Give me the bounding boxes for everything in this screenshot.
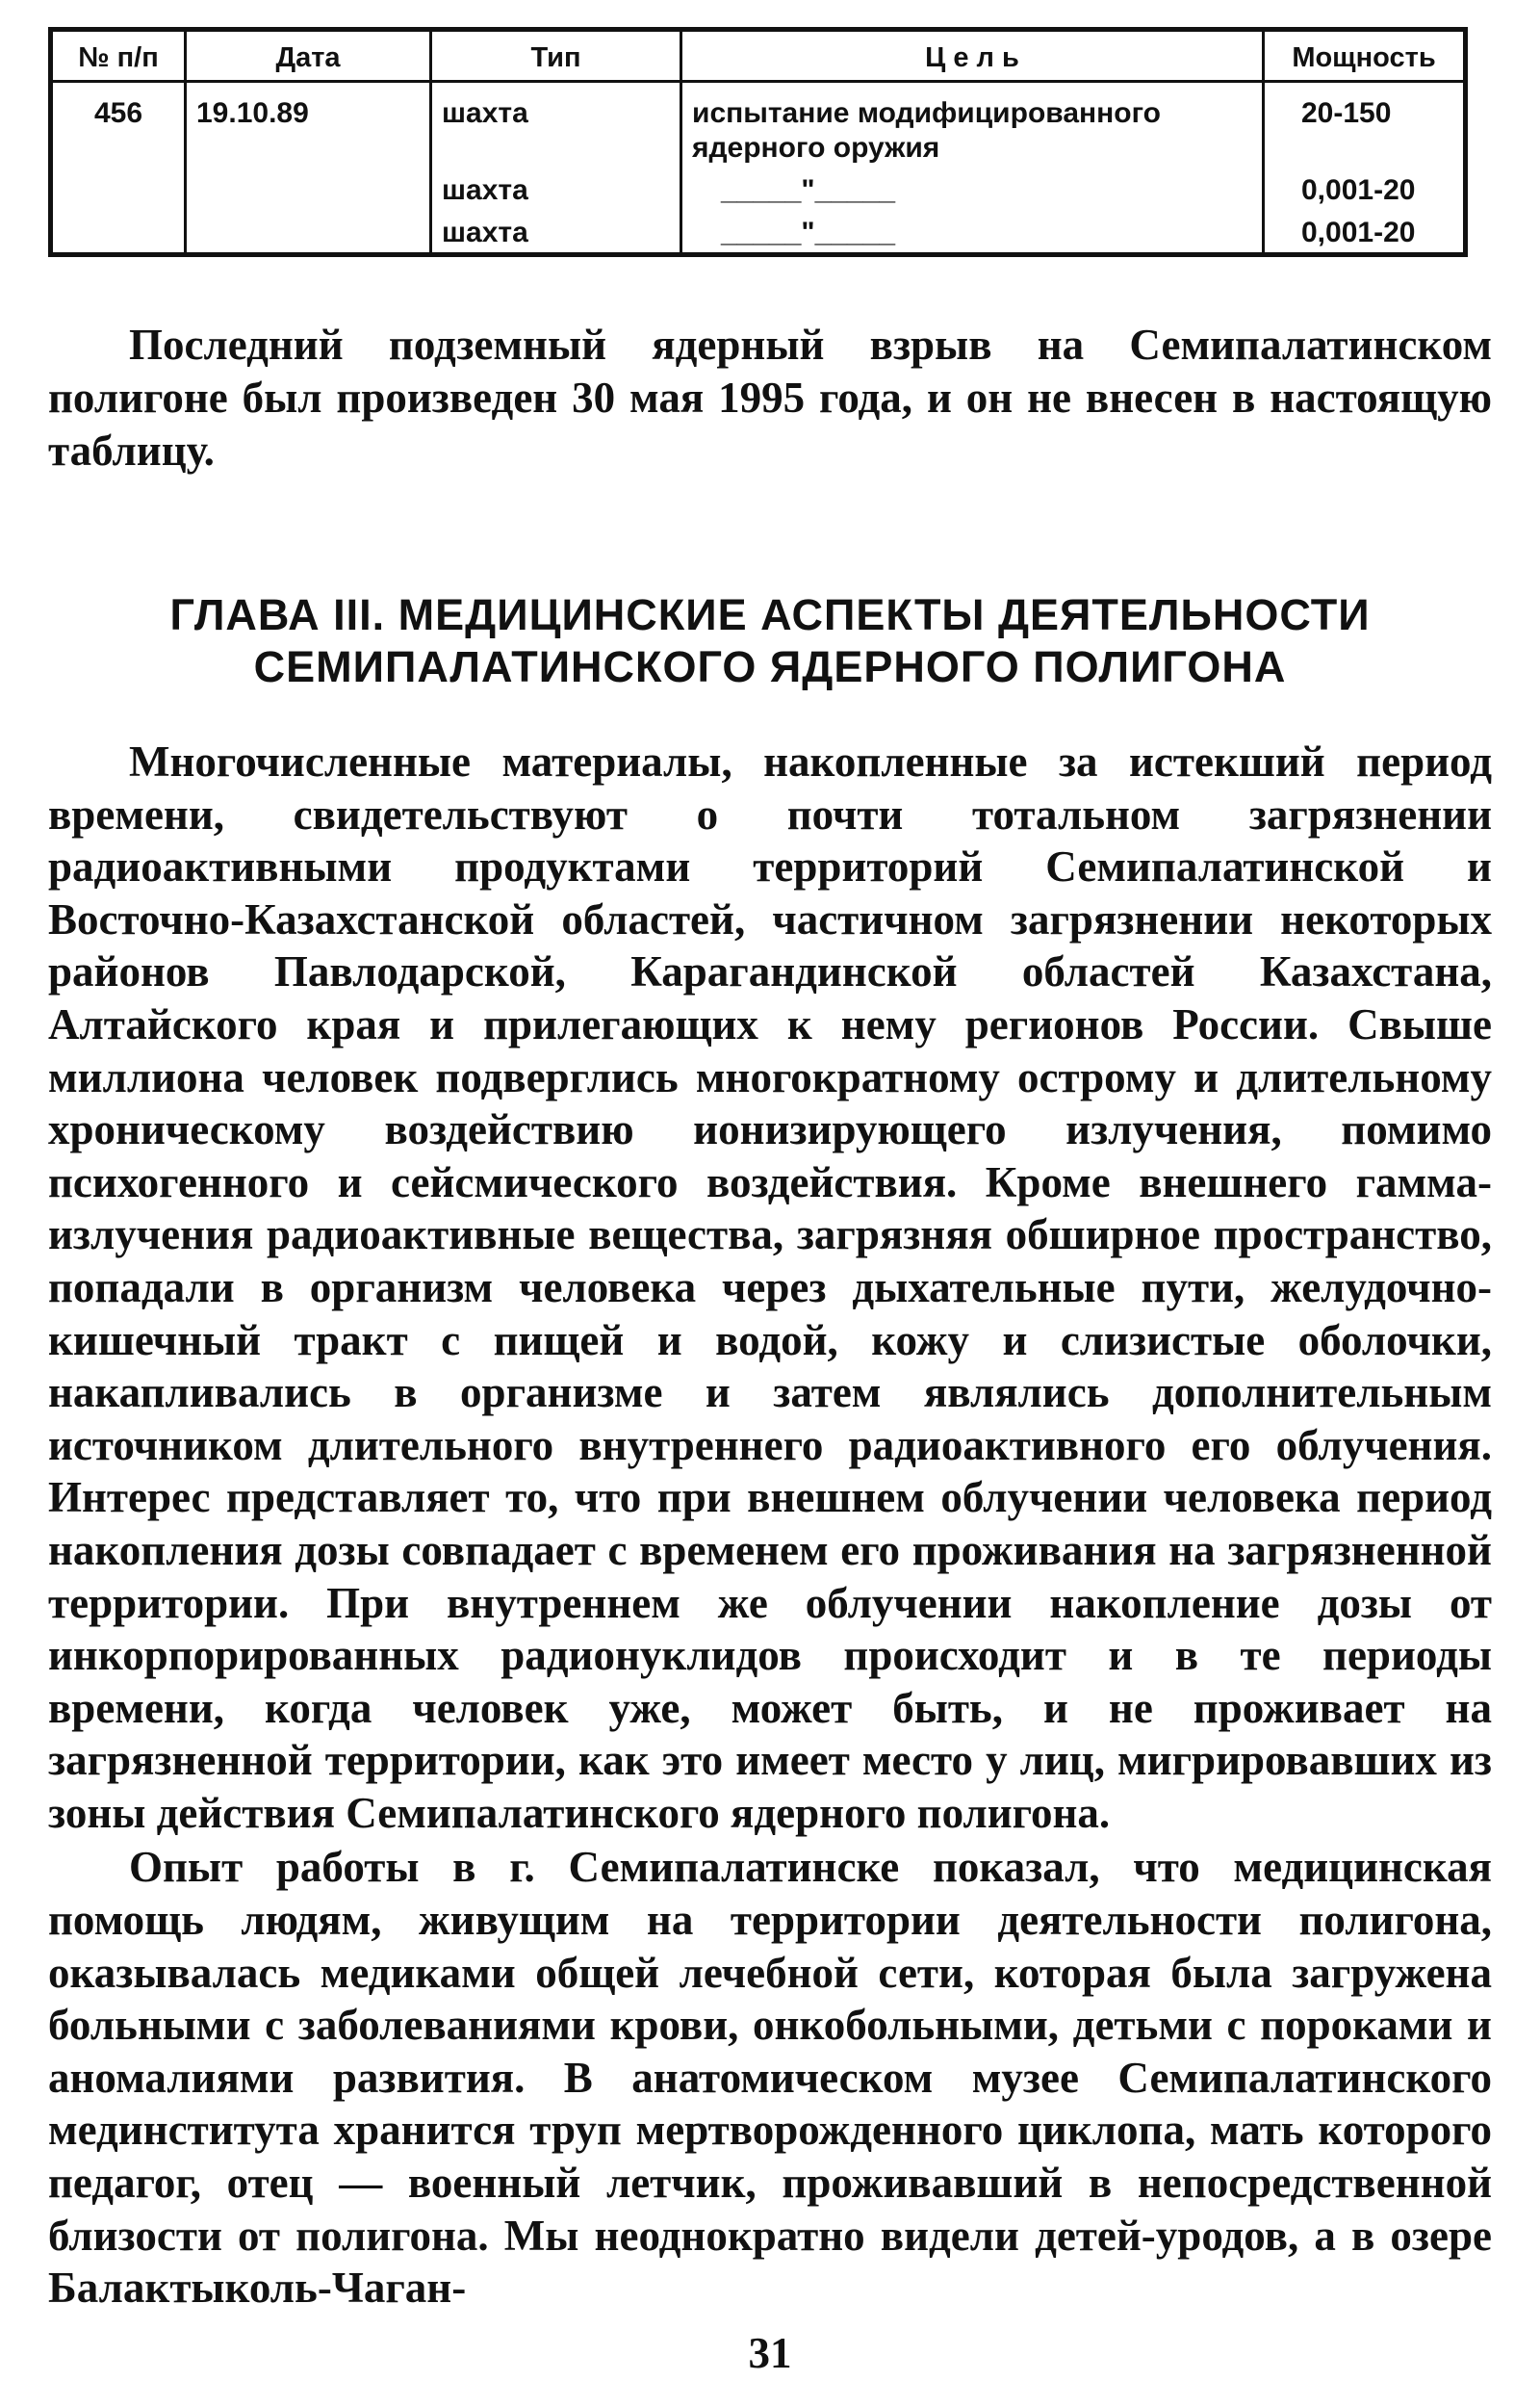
chapter-title: [48, 589, 1492, 693]
cell-date: 19.10.89: [186, 82, 431, 168]
header-type: Тип: [431, 30, 681, 82]
cell-power: 0,001-20: [1264, 210, 1466, 255]
cell-type: шахта: [431, 168, 681, 210]
cell-number: [51, 168, 186, 210]
cell-power: 20-150: [1264, 82, 1466, 168]
table-row: [51, 168, 1466, 210]
header-number: № п/п: [51, 30, 186, 82]
cell-date: [186, 168, 431, 210]
cell-goal: испытание модифицированного ядерного оружия: [681, 82, 1264, 168]
nuclear-tests-table: [48, 27, 1468, 257]
page: [48, 27, 1492, 2315]
cell-number: [51, 210, 186, 255]
cell-goal: _____"_____: [681, 210, 1264, 255]
table-header-row: [51, 30, 1466, 82]
intro-paragraph: Последний подземный ядерный взрыв на Семипалатинском полигоне был произведен 30 мая 1995 года, и он не внесен в настоящую таблицу.: [48, 321, 1492, 475]
page-number: 31: [748, 2329, 792, 2377]
body-paragraph-1: Многочисленные материалы, накопленные за истекший период времени, свидетельствуют о почти тотальном загрязнении радиоактивными продуктами территорий Семипалатинской и Восточно-Казахстанской областей, частичном загрязнении некоторых районов Павлодарской, Карагандинской областей Казахстана, Алтайского края и прилегающих к нему регионов России. Свыше миллиона человек подверглись многократному острому и длительному хроническому воздействию ионизирующего излучения, помимо психогенного и сейсмического воздействия. Кроме внешнего гамма-излучения радиоактивные вещества, загрязняя обширное пространство, попадали в организм человека через дыхательные пути, желудочно-кишечный тракт с пищей и водой, кожу и слизистые оболочки, накапливались в организме и затем являлись дополнительным источником длительного внутреннего радиоактивного его облучения. Интерес представляет то, что при внешнем облучении человека период накопления дозы совпадает с временем его проживания на загрязненной территории. При внутреннем же облучении накопление дозы от инкорпорированных радионуклидов происходит и в те периоды времени, когда человек уже, может быть, и не проживает на загрязненной территории, как это имеет место у лиц, мигрировавших из зоны действия Семипалатинского ядерного полигона.: [48, 738, 1492, 1837]
chapter-title-line-2: СЕМИПАЛАТИНСКОГО ЯДЕРНОГО ПОЛИГОНА: [253, 642, 1287, 691]
cell-date: [186, 210, 431, 255]
body-paragraph-2: Опыт работы в г. Семипалатинске показал, что медицинская помощь людям, живущим на территории деятельности полигона, оказывалась медиками общей лечебной сети, которая была загружена больными с заболеваниями крови, онкобольными, детьми с пороками и аномалиями развития. В анатомическом музее Семипалатинского мединститута хранится труп мертворожденного циклопа, мать которого педагог, отец — военный летчик, проживавший в непосредственной близости от полигона. Мы неоднократно видели детей-уродов, а в озере Балактыколь-Чаган-: [48, 1843, 1492, 2313]
header-power: Мощность: [1264, 30, 1466, 82]
table-row: [51, 82, 1466, 168]
cell-type: шахта: [431, 210, 681, 255]
cell-goal: _____"_____: [681, 168, 1264, 210]
header-goal: Ц е л ь: [681, 30, 1264, 82]
cell-power: 0,001-20: [1264, 168, 1466, 210]
cell-type: шахта: [431, 82, 681, 168]
cell-number: 456: [51, 82, 186, 168]
header-date: Дата: [186, 30, 431, 82]
table-row: [51, 210, 1466, 255]
chapter-title-line-1: ГЛАВА III. МЕДИЦИНСКИЕ АСПЕКТЫ ДЕЯТЕЛЬНОСТИ: [169, 590, 1371, 639]
